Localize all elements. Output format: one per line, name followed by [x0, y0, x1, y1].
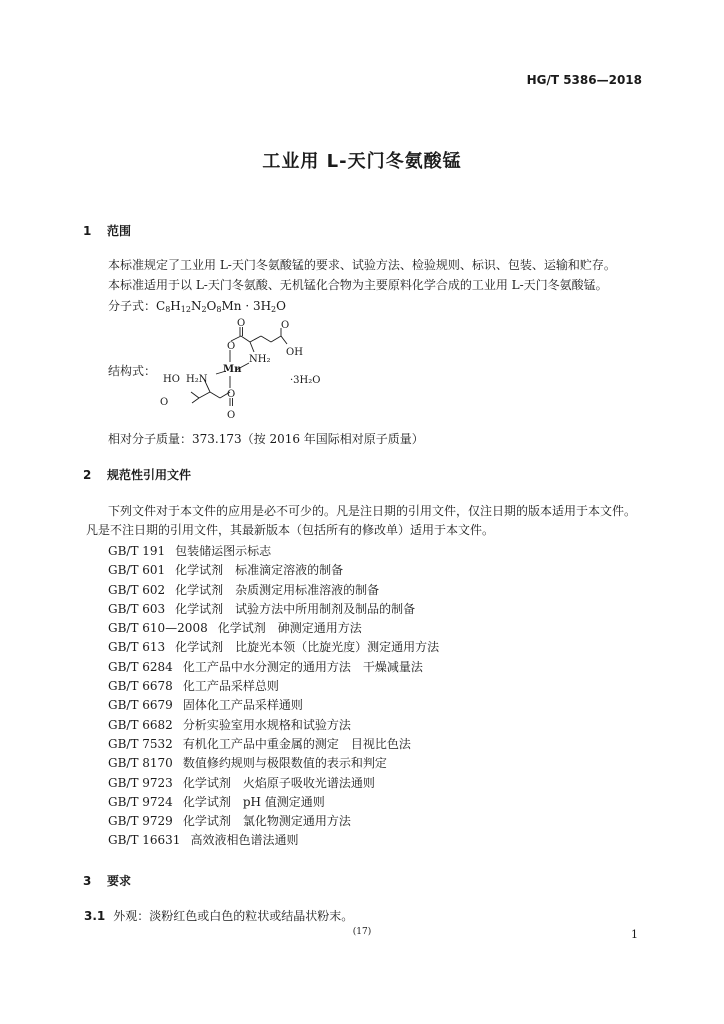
- reference-code: GB/T 601: [108, 563, 166, 578]
- standard-code: HG/T 5386—2018: [526, 73, 642, 87]
- molecular-mass: 相对分子质量：373.173（按 2016 年国际相对原子质量）: [108, 432, 424, 446]
- reference-title: 分析实验室用水规格和试验方法: [182, 717, 351, 732]
- section-number: 2: [83, 468, 92, 482]
- reference-title: 化学试剂 杂质测定用标准溶液的制备: [175, 582, 380, 597]
- clause-text: 外观：淡粉红色或白色的粒状或结晶状粉末。: [113, 909, 354, 923]
- formula-c: C: [156, 299, 166, 313]
- reference-title: 高效液相色谱法通则: [190, 833, 299, 848]
- formula-n-count: 2: [201, 305, 207, 314]
- reference-code: GB/T 610—2008: [108, 621, 208, 636]
- reference-code: GB/T 9723: [108, 775, 173, 790]
- formula-c-count: 8: [165, 305, 171, 314]
- reference-title: 化学试剂 火焰原子吸收光谱法通则: [182, 775, 375, 790]
- reference-item: [108, 542, 439, 561]
- reference-item: [108, 561, 439, 580]
- reference-title: 化工产品采样总则: [182, 679, 279, 694]
- reference-item: [108, 638, 439, 657]
- reference-code: GB/T 8170: [108, 756, 173, 771]
- structure-o-top-right: O: [281, 320, 290, 331]
- reference-item: [108, 619, 439, 638]
- structure-oh: OH: [286, 347, 303, 358]
- reference-code: GB/T 602: [108, 582, 166, 597]
- formula-o-count: 8: [216, 305, 222, 314]
- reference-title: 化学试剂 标准滴定溶液的制备: [175, 563, 344, 578]
- structure-o-top: O: [237, 318, 246, 329]
- formula-h: H: [170, 299, 181, 313]
- requirement-3-1: [84, 907, 353, 926]
- structure-mn: Mn: [223, 364, 242, 375]
- reference-item: [108, 716, 439, 735]
- reference-code: GB/T 603: [108, 601, 166, 616]
- references-intro: 下列文件对于本文件的应用是必不可少的。凡是注日期的引用文件，仅注日期的版本适用于本文件。凡是不注日期的引用文件，其最新版本（包括所有的修改单）适用于本文件。: [86, 504, 637, 537]
- reference-code: GB/T 6284: [108, 659, 173, 674]
- reference-item: [108, 754, 439, 773]
- reference-title: 化学试剂 pH 值测定通则: [182, 794, 325, 809]
- reference-item: [108, 735, 439, 754]
- section-title: 要求: [107, 874, 132, 888]
- formula-water-o: O: [276, 299, 286, 313]
- section-title: 范围: [107, 224, 132, 238]
- reference-title: 化学试剂 氯化物测定通用方法: [182, 814, 351, 829]
- clause-number: 3.1: [84, 909, 106, 923]
- reference-title: 包装储运图示标志: [175, 544, 272, 558]
- reference-item: [108, 600, 439, 619]
- formula-n: N: [190, 299, 202, 313]
- reference-title: 化学试剂 比旋光本领（比旋光度）测定通用方法: [175, 640, 440, 655]
- reference-code: GB/T 613: [108, 640, 166, 655]
- structure-nh2-right: NH₂: [249, 354, 271, 365]
- section-1-heading: [83, 222, 131, 239]
- reference-title: 有机化工产品中重金属的测定 目视比色法: [182, 736, 411, 751]
- reference-item: [108, 774, 439, 793]
- reference-list: [108, 542, 439, 851]
- reference-title: 固体化工产品采样通则: [182, 698, 303, 713]
- reference-code: GB/T 9729: [108, 814, 173, 829]
- section-2-heading: [83, 466, 191, 483]
- section-number: 3: [83, 874, 92, 888]
- footer-sequence: (17): [352, 927, 372, 937]
- scope-line-2: 本标准适用于以 L-天门冬氨酸、无机锰化合物为主要原料化学合成的工业用 L-天门冬氨酸锰。: [108, 278, 608, 292]
- reference-code: GB/T 16631: [108, 833, 181, 848]
- reference-title: 数值修约规则与极限数值的表示和判定: [182, 756, 387, 771]
- structure-o-ester-lower: O: [227, 389, 236, 400]
- section-title: 规范性引用文件: [107, 468, 192, 482]
- formula-rest: Mn · 3H: [221, 299, 272, 313]
- reference-code: GB/T 9724: [108, 794, 173, 809]
- reference-item: [108, 581, 439, 600]
- reference-code: GB/T 7532: [108, 736, 173, 751]
- formula-h-count: 12: [180, 305, 191, 314]
- section-3-heading: [83, 872, 131, 889]
- structure-label: 结构式：: [108, 364, 157, 378]
- reference-item: [108, 793, 439, 812]
- structure-o-ester-upper: O: [227, 341, 236, 352]
- formula-label: 分子式：: [108, 299, 157, 313]
- reference-item: [108, 658, 439, 677]
- structure-o-bottom: O: [227, 410, 236, 421]
- structure-ho: HO: [163, 374, 180, 385]
- scope-line-1: 本标准规定了工业用 L-天门冬氨酸锰的要求、试验方法、检验规则、标识、包装、运输和贮存。: [108, 258, 616, 272]
- page-number: 1: [631, 928, 638, 941]
- formula-o: O: [206, 299, 217, 313]
- reference-code: GB/T 6678: [108, 679, 173, 694]
- reference-code: GB/T 191: [108, 544, 166, 558]
- reference-item: [108, 677, 439, 696]
- structure-h2n-left: H₂N: [186, 374, 208, 385]
- structural-formula: [150, 312, 350, 424]
- section-number: 1: [83, 224, 92, 238]
- reference-title: 化工产品中水分测定的通用方法 干燥减量法: [182, 659, 423, 674]
- structure-water: ·3H₂O: [290, 375, 321, 386]
- structure-o-bottom-left: O: [160, 397, 169, 408]
- reference-item: [108, 831, 439, 850]
- reference-title: 化学试剂 砷测定通用方法: [217, 621, 362, 636]
- reference-code: GB/T 6679: [108, 698, 173, 713]
- reference-code: GB/T 6682: [108, 717, 173, 732]
- reference-title: 化学试剂 试验方法中所用制剂及制品的制备: [175, 601, 416, 616]
- reference-item: [108, 812, 439, 831]
- formula-water-h-count: 2: [271, 305, 277, 314]
- document-title: 工业用 L-天门冬氨酸锰: [262, 151, 462, 172]
- reference-item: [108, 696, 439, 715]
